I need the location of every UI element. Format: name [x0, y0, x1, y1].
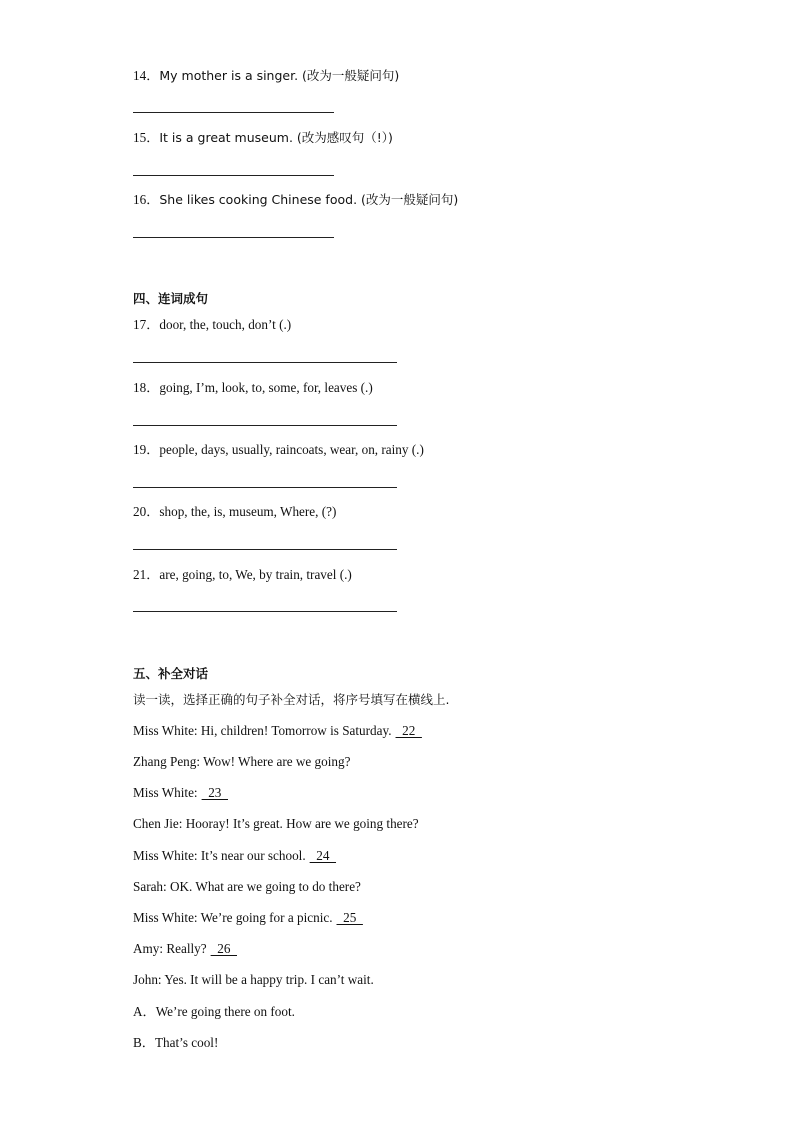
option-b [133, 1035, 218, 1051]
dialogue-line [133, 879, 361, 895]
dialogue-text: Amy: Really? [133, 941, 207, 956]
option-label: B． [133, 1035, 155, 1050]
option-a [133, 1004, 295, 1020]
question-14 [133, 68, 399, 84]
question-text: She likes cooking Chinese food. (改为一般疑问句) [159, 192, 459, 207]
question-number: 20． [133, 504, 160, 519]
dialogue-text: Chen Jie: Hooray! It’s great. How are we going there? [133, 816, 419, 831]
question-18 [133, 380, 373, 396]
question-15 [133, 130, 393, 146]
question-number: 15． [133, 130, 160, 145]
dialogue-line [133, 972, 374, 988]
question-text: are, going, to, We, by train, travel (.) [159, 567, 352, 582]
answer-blank-24[interactable]: 24 [309, 848, 337, 863]
question-text: shop, the, is, museum, Where, (?) [159, 504, 337, 519]
option-label: A． [133, 1004, 156, 1019]
question-number: 16． [133, 192, 160, 207]
question-19 [133, 442, 424, 458]
answer-line-17[interactable] [133, 362, 397, 363]
question-17 [133, 317, 291, 333]
dialogue-line [133, 910, 363, 926]
answer-line-18[interactable] [133, 425, 397, 426]
dialogue-text: John: Yes. It will be a happy trip. I can’t wait. [133, 972, 374, 987]
question-text: It is a great museum. (改为感叹句（!）) [159, 130, 393, 145]
question-text: My mother is a singer. (改为一般疑问句) [159, 68, 400, 83]
dialogue-line [133, 754, 350, 770]
dialogue-text: Miss White: It’s near our school. [133, 848, 306, 863]
dialogue-text: Miss White: [133, 785, 198, 800]
question-number: 21． [133, 567, 160, 582]
question-text: door, the, touch, don’t (.) [159, 317, 292, 332]
question-number: 18． [133, 380, 160, 395]
section-instruction: 读一读，选择正确的句子补全对话，将序号填写在横线上. [133, 692, 450, 707]
question-number: 17． [133, 317, 160, 332]
dialogue-line [133, 848, 336, 864]
question-text: going, I’m, look, to, some, for, leaves (.) [159, 380, 373, 395]
section-heading-4: 四、连词成句 [133, 291, 209, 306]
answer-blank-23[interactable]: 23 [201, 785, 228, 800]
dialogue-text: Zhang Peng: Wow! Where are we going? [133, 754, 351, 769]
dialogue-line [133, 941, 237, 957]
option-text: We’re going there on foot. [155, 1004, 295, 1019]
question-21 [133, 567, 352, 583]
dialogue-text: Miss White: We’re going for a picnic. [133, 910, 333, 925]
answer-blank-22[interactable]: 22 [395, 723, 422, 738]
answer-line-16[interactable] [133, 237, 334, 238]
dialogue-line [133, 816, 419, 832]
dialogue-line [133, 723, 422, 739]
dialogue-line [133, 785, 228, 801]
section-heading-5: 五、补全对话 [133, 666, 209, 681]
dialogue-text: Sarah: OK. What are we going to do there? [133, 879, 361, 894]
question-number: 14． [133, 68, 160, 83]
question-16 [133, 192, 458, 208]
answer-line-20[interactable] [133, 549, 397, 550]
question-text: people, days, usually, raincoats, wear, on, rainy (.) [159, 442, 424, 457]
option-text: That’s cool! [154, 1035, 219, 1050]
dialogue-text: Miss White: Hi, children! Tomorrow is Saturday. [133, 723, 392, 738]
answer-line-19[interactable] [133, 487, 397, 488]
answer-blank-26[interactable]: 26 [210, 941, 237, 956]
answer-line-15[interactable] [133, 175, 334, 176]
answer-line-14[interactable] [133, 112, 334, 113]
answer-blank-25[interactable]: 25 [336, 910, 363, 925]
answer-line-21[interactable] [133, 611, 397, 612]
question-number: 19． [133, 442, 160, 457]
question-20 [133, 504, 336, 520]
